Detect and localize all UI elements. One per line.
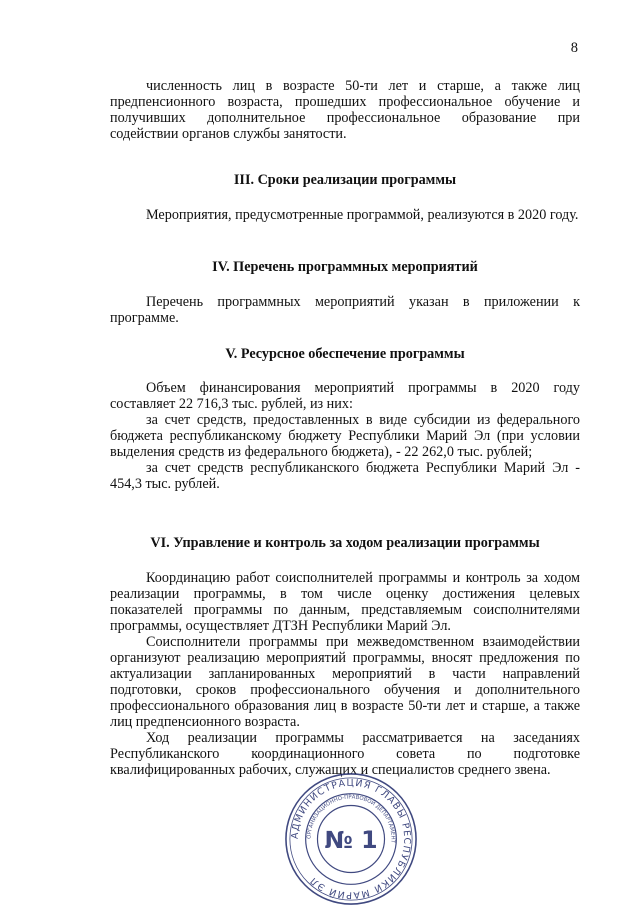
section-5 xyxy=(110,346,580,362)
intro-paragraph: численность лиц в возрасте 50-ти лет и старше, а также лиц предпенсионного возраста, прошедших профессиональное обучение и получивших дополнительное профессиональное образование при содействии органов службы занятости. xyxy=(110,78,580,142)
section-6-heading: VI. Управление и контроль за ходом реализации программы xyxy=(150,535,540,551)
section-4-text: Перечень программных мероприятий указан в приложении к программе. xyxy=(110,294,580,326)
section-6-body xyxy=(110,570,580,778)
section-5-paragraph-3: за счет средств республиканского бюджета Республики Марий Эл - 454,3 тыс. рублей. xyxy=(110,460,580,492)
intro-paragraph-block xyxy=(110,78,580,142)
section-4-heading: IV. Перечень программных мероприятий xyxy=(212,259,478,275)
section-4-body xyxy=(110,294,580,326)
section-5-heading: V. Ресурсное обеспечение программы xyxy=(225,346,465,362)
section-6-paragraph-2: Соисполнители программы при межведомственном взаимодействии организуют реализацию мероприятий программы, вносят предложения по актуализации запланированных мероприятий в части направлений подготовки, сроков профессионального обучения и дополнительного профессионального образования лиц в возрасте 50-ти лет и старше, а также лиц предпенсионного возраста. xyxy=(110,634,580,730)
section-6-paragraph-1: Координацию работ соисполнителей программы и контроль за ходом реализации программы, в том числе оценку достижения целевых показателей программы по данным, представляемым соисполнителями программы, осуществляет ДТЗН Республики Марий Эл. xyxy=(110,570,580,634)
section-5-body xyxy=(110,380,580,492)
section-5-paragraph-1: Объем финансирования мероприятий программы в 2020 году составляет 22 716,3 тыс. рублей, из них: xyxy=(110,380,580,412)
seal-number: № 1 xyxy=(324,825,378,854)
section-3 xyxy=(110,172,580,188)
section-3-text: Мероприятия, предусмотренные программой, реализуются в 2020 году. xyxy=(146,207,579,223)
section-4 xyxy=(110,259,580,275)
section-6 xyxy=(110,535,580,551)
section-3-heading: III. Сроки реализации программы xyxy=(233,172,457,188)
official-seal-stamp xyxy=(282,770,420,908)
section-6-paragraph-3: Ход реализации программы рассматривается на заседаниях Республиканского координационного совета по подготовке квалифицированных рабочих, служащих и специалистов среднего звена. xyxy=(110,730,580,778)
page-number: 8 xyxy=(570,40,578,56)
section-5-paragraph-2: за счет средств, предоставленных в виде субсидии из федерального бюджета республиканскому бюджету Республики Марий Эл (при условии выделения средств из федерального бюджета), - 22 262,0 тыс. рублей; xyxy=(110,412,580,460)
section-3-body xyxy=(110,207,580,223)
seal-ring-text: АДМИНИСТРАЦИЯ ГЛАВЫ РЕСПУБЛИКИ МАРИЙ ЭЛ xyxy=(289,777,413,901)
seal-inner-text: ОРГАНИЗАЦИОННО-ПРАВОВОЙ ДЕПАРТАМЕНТ xyxy=(306,794,396,844)
